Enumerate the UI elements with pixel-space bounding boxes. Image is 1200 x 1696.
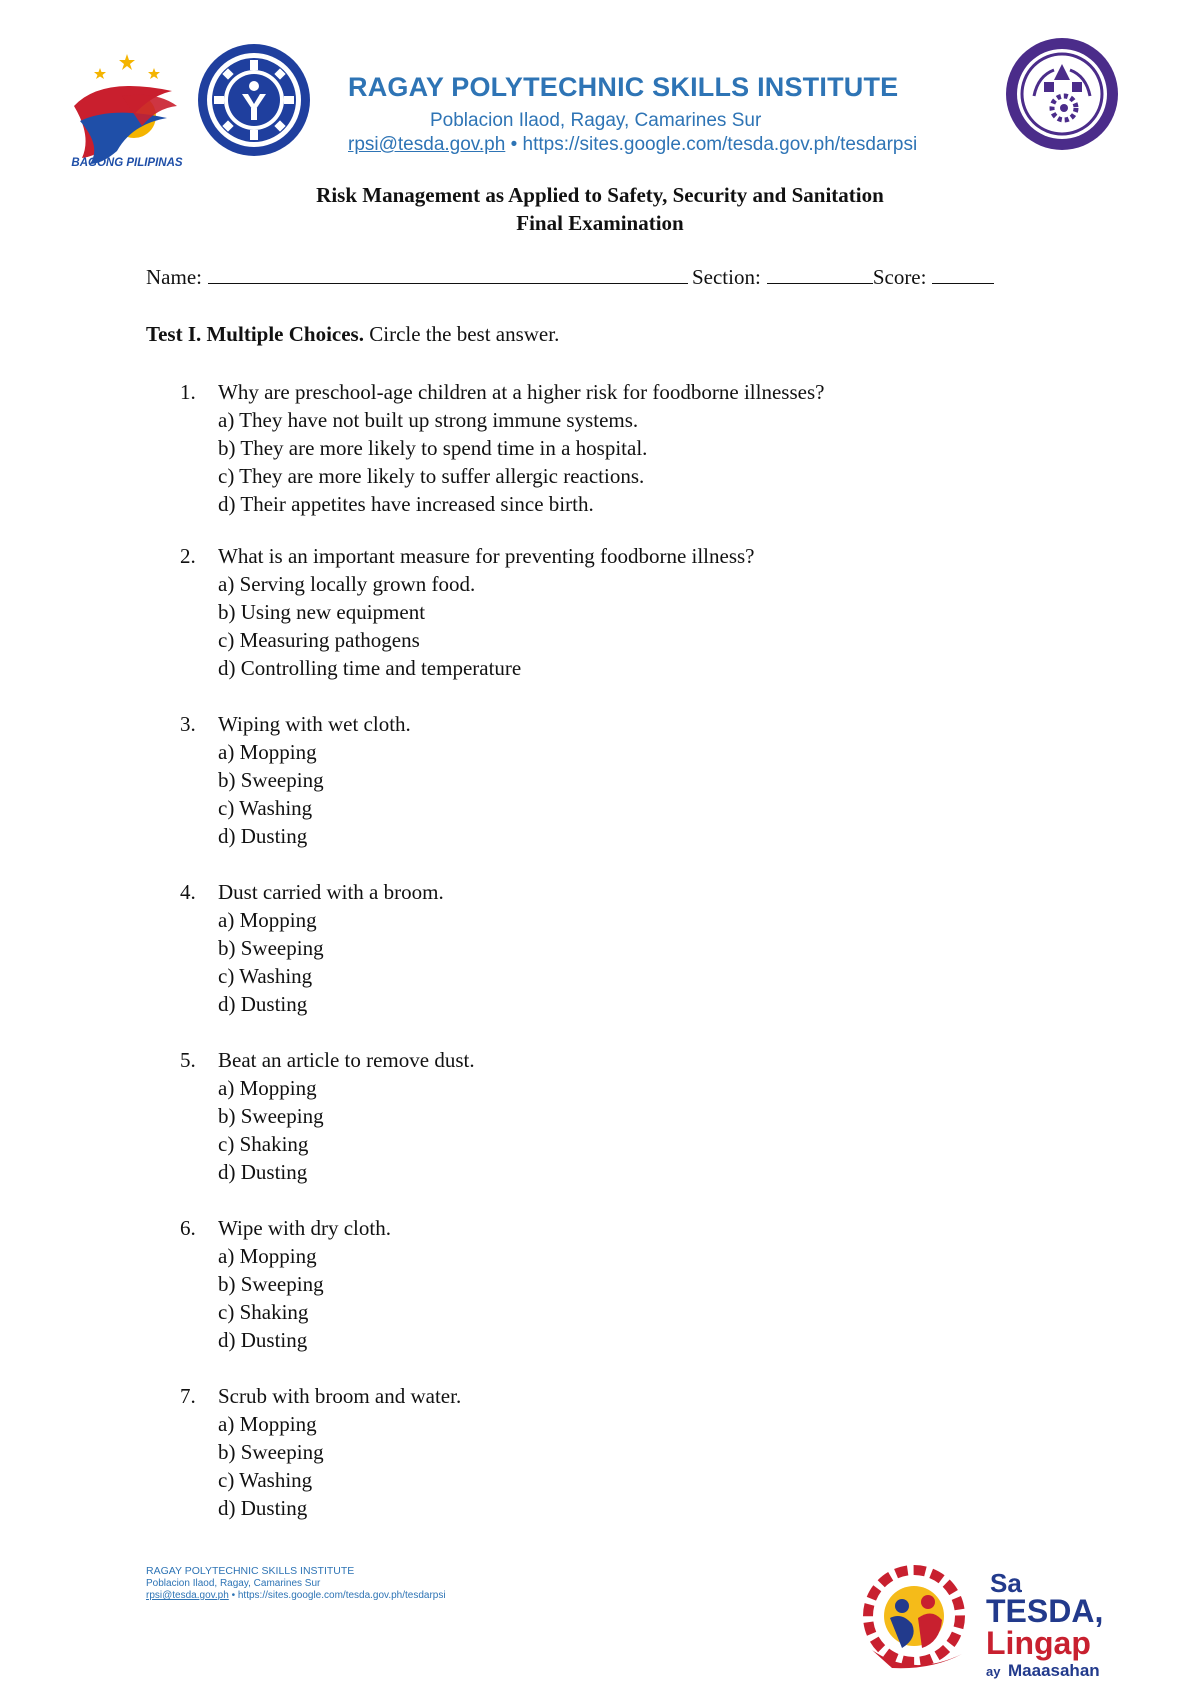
choice-d[interactable]: d) Controlling time and temperature — [218, 656, 522, 680]
choice-a[interactable]: a) They have not built up strong immune systems. — [218, 408, 639, 432]
choice-d[interactable]: d) Their appetites have increased since birth. — [218, 492, 594, 516]
question-text: Scrub with broom and water. — [218, 1384, 462, 1408]
sa-tesda-lingap-logo — [852, 1558, 1142, 1688]
bagong-pilipinas-text: BAGONG PILIPINAS — [71, 157, 183, 169]
test-instruction: Circle the best answer. — [363, 322, 560, 346]
choice-b[interactable]: b) They are more likely to spend time in a hospital. — [218, 436, 648, 460]
choice-a[interactable]: a) Mopping — [218, 908, 317, 932]
rpsi-seal — [1004, 36, 1120, 152]
slogan-ay: ay — [986, 1664, 1001, 1679]
slogan-tesda: TESDA, — [986, 1593, 1104, 1629]
name-label: Name: — [146, 265, 202, 289]
choice-d[interactable]: d) Dusting — [218, 1496, 308, 1520]
question-number: 7. — [180, 1384, 196, 1408]
question-number: 3. — [180, 712, 196, 736]
section-label: Section: — [691, 265, 761, 289]
question-number: 4. — [180, 880, 196, 904]
question-text: Beat an article to remove dust. — [218, 1048, 475, 1072]
question-number: 2. — [180, 544, 196, 568]
choice-c[interactable]: c) Measuring pathogens — [218, 628, 420, 652]
choice-c[interactable]: c) Washing — [218, 1468, 313, 1492]
section-blank[interactable] — [767, 265, 873, 284]
choice-a[interactable]: a) Serving locally grown food. — [218, 572, 476, 596]
question-5 — [180, 1046, 475, 1186]
question-text: Wipe with dry cloth. — [218, 1216, 391, 1240]
question-text: What is an important measure for preventing foodborne illness? — [218, 544, 755, 568]
choice-b[interactable]: b) Sweeping — [218, 1440, 324, 1464]
choice-c[interactable]: c) Washing — [218, 964, 313, 988]
choice-a[interactable]: a) Mopping — [218, 740, 317, 764]
footer-website-link[interactable]: https://sites.google.com/tesda.gov.ph/tesdarpsi — [237, 1590, 446, 1601]
institute-name: RAGAY POLYTECHNIC SKILLS INSTITUTE — [348, 72, 899, 102]
institute-email-link[interactable]: rpsi@tesda.gov.ph — [348, 134, 506, 155]
question-7 — [180, 1382, 461, 1522]
exam-subtitle: Final Examination — [516, 211, 684, 235]
choice-c[interactable]: c) They are more likely to suffer allergic reactions. — [218, 464, 645, 488]
choice-a[interactable]: a) Mopping — [218, 1412, 317, 1436]
choice-c[interactable]: c) Shaking — [218, 1132, 309, 1156]
choice-c[interactable]: c) Shaking — [218, 1300, 309, 1324]
slogan-maaasahan: Maaasahan — [1008, 1661, 1100, 1680]
question-4 — [180, 878, 444, 1018]
exam-title: Risk Management as Applied to Safety, Security and Sanitation — [316, 183, 884, 207]
choice-b[interactable]: b) Sweeping — [218, 936, 324, 960]
choice-b[interactable]: b) Sweeping — [218, 768, 324, 792]
score-label: Score: — [872, 265, 927, 289]
slogan-lingap: Lingap — [986, 1625, 1091, 1661]
institute-address: Poblacion Ilaod, Ragay, Camarines Sur — [430, 110, 762, 131]
institute-contact — [348, 134, 917, 156]
footer-email-link[interactable]: rpsi@tesda.gov.ph — [146, 1590, 229, 1601]
institute-website-link[interactable]: https://sites.google.com/tesda.gov.ph/tesdarpsi — [522, 134, 918, 155]
choice-d[interactable]: d) Dusting — [218, 1328, 308, 1352]
choice-b[interactable]: b) Sweeping — [218, 1272, 324, 1296]
question-2 — [180, 542, 755, 682]
choice-a[interactable]: a) Mopping — [218, 1076, 317, 1100]
contact-separator: • — [505, 134, 523, 155]
footer-contact-separator: • — [228, 1590, 238, 1601]
student-info-row — [146, 265, 998, 290]
choice-a[interactable]: a) Mopping — [218, 1244, 317, 1268]
question-text: Why are preschool-age children at a higher risk for foodborne illnesses? — [218, 380, 825, 404]
question-3 — [180, 710, 411, 850]
tesda-seal — [196, 42, 312, 158]
question-number: 5. — [180, 1048, 196, 1072]
question-number: 6. — [180, 1216, 196, 1240]
test-heading-bold: Test I. Multiple Choices. — [146, 322, 364, 346]
question-6 — [180, 1214, 391, 1354]
test-heading — [146, 322, 559, 347]
bagong-pilipinas-logo — [62, 46, 192, 176]
choice-d[interactable]: d) Dusting — [218, 1160, 308, 1184]
question-text: Wiping with wet cloth. — [218, 712, 411, 736]
choice-b[interactable]: b) Sweeping — [218, 1104, 324, 1128]
footer-address: Poblacion Ilaod, Ragay, Camarines Sur — [146, 1578, 321, 1589]
question-text: Dust carried with a broom. — [218, 880, 444, 904]
footer-institute-name: RAGAY POLYTECHNIC SKILLS INSTITUTE — [146, 1565, 355, 1577]
name-blank[interactable] — [208, 265, 688, 284]
score-blank[interactable] — [932, 265, 994, 284]
question-1 — [180, 378, 824, 518]
question-number: 1. — [180, 380, 196, 404]
choice-c[interactable]: c) Washing — [218, 796, 313, 820]
choice-b[interactable]: b) Using new equipment — [218, 600, 426, 624]
choice-d[interactable]: d) Dusting — [218, 992, 308, 1016]
slogan-sa: Sa — [990, 1568, 1022, 1598]
choice-d[interactable]: d) Dusting — [218, 824, 308, 848]
footer-contact — [146, 1590, 446, 1601]
